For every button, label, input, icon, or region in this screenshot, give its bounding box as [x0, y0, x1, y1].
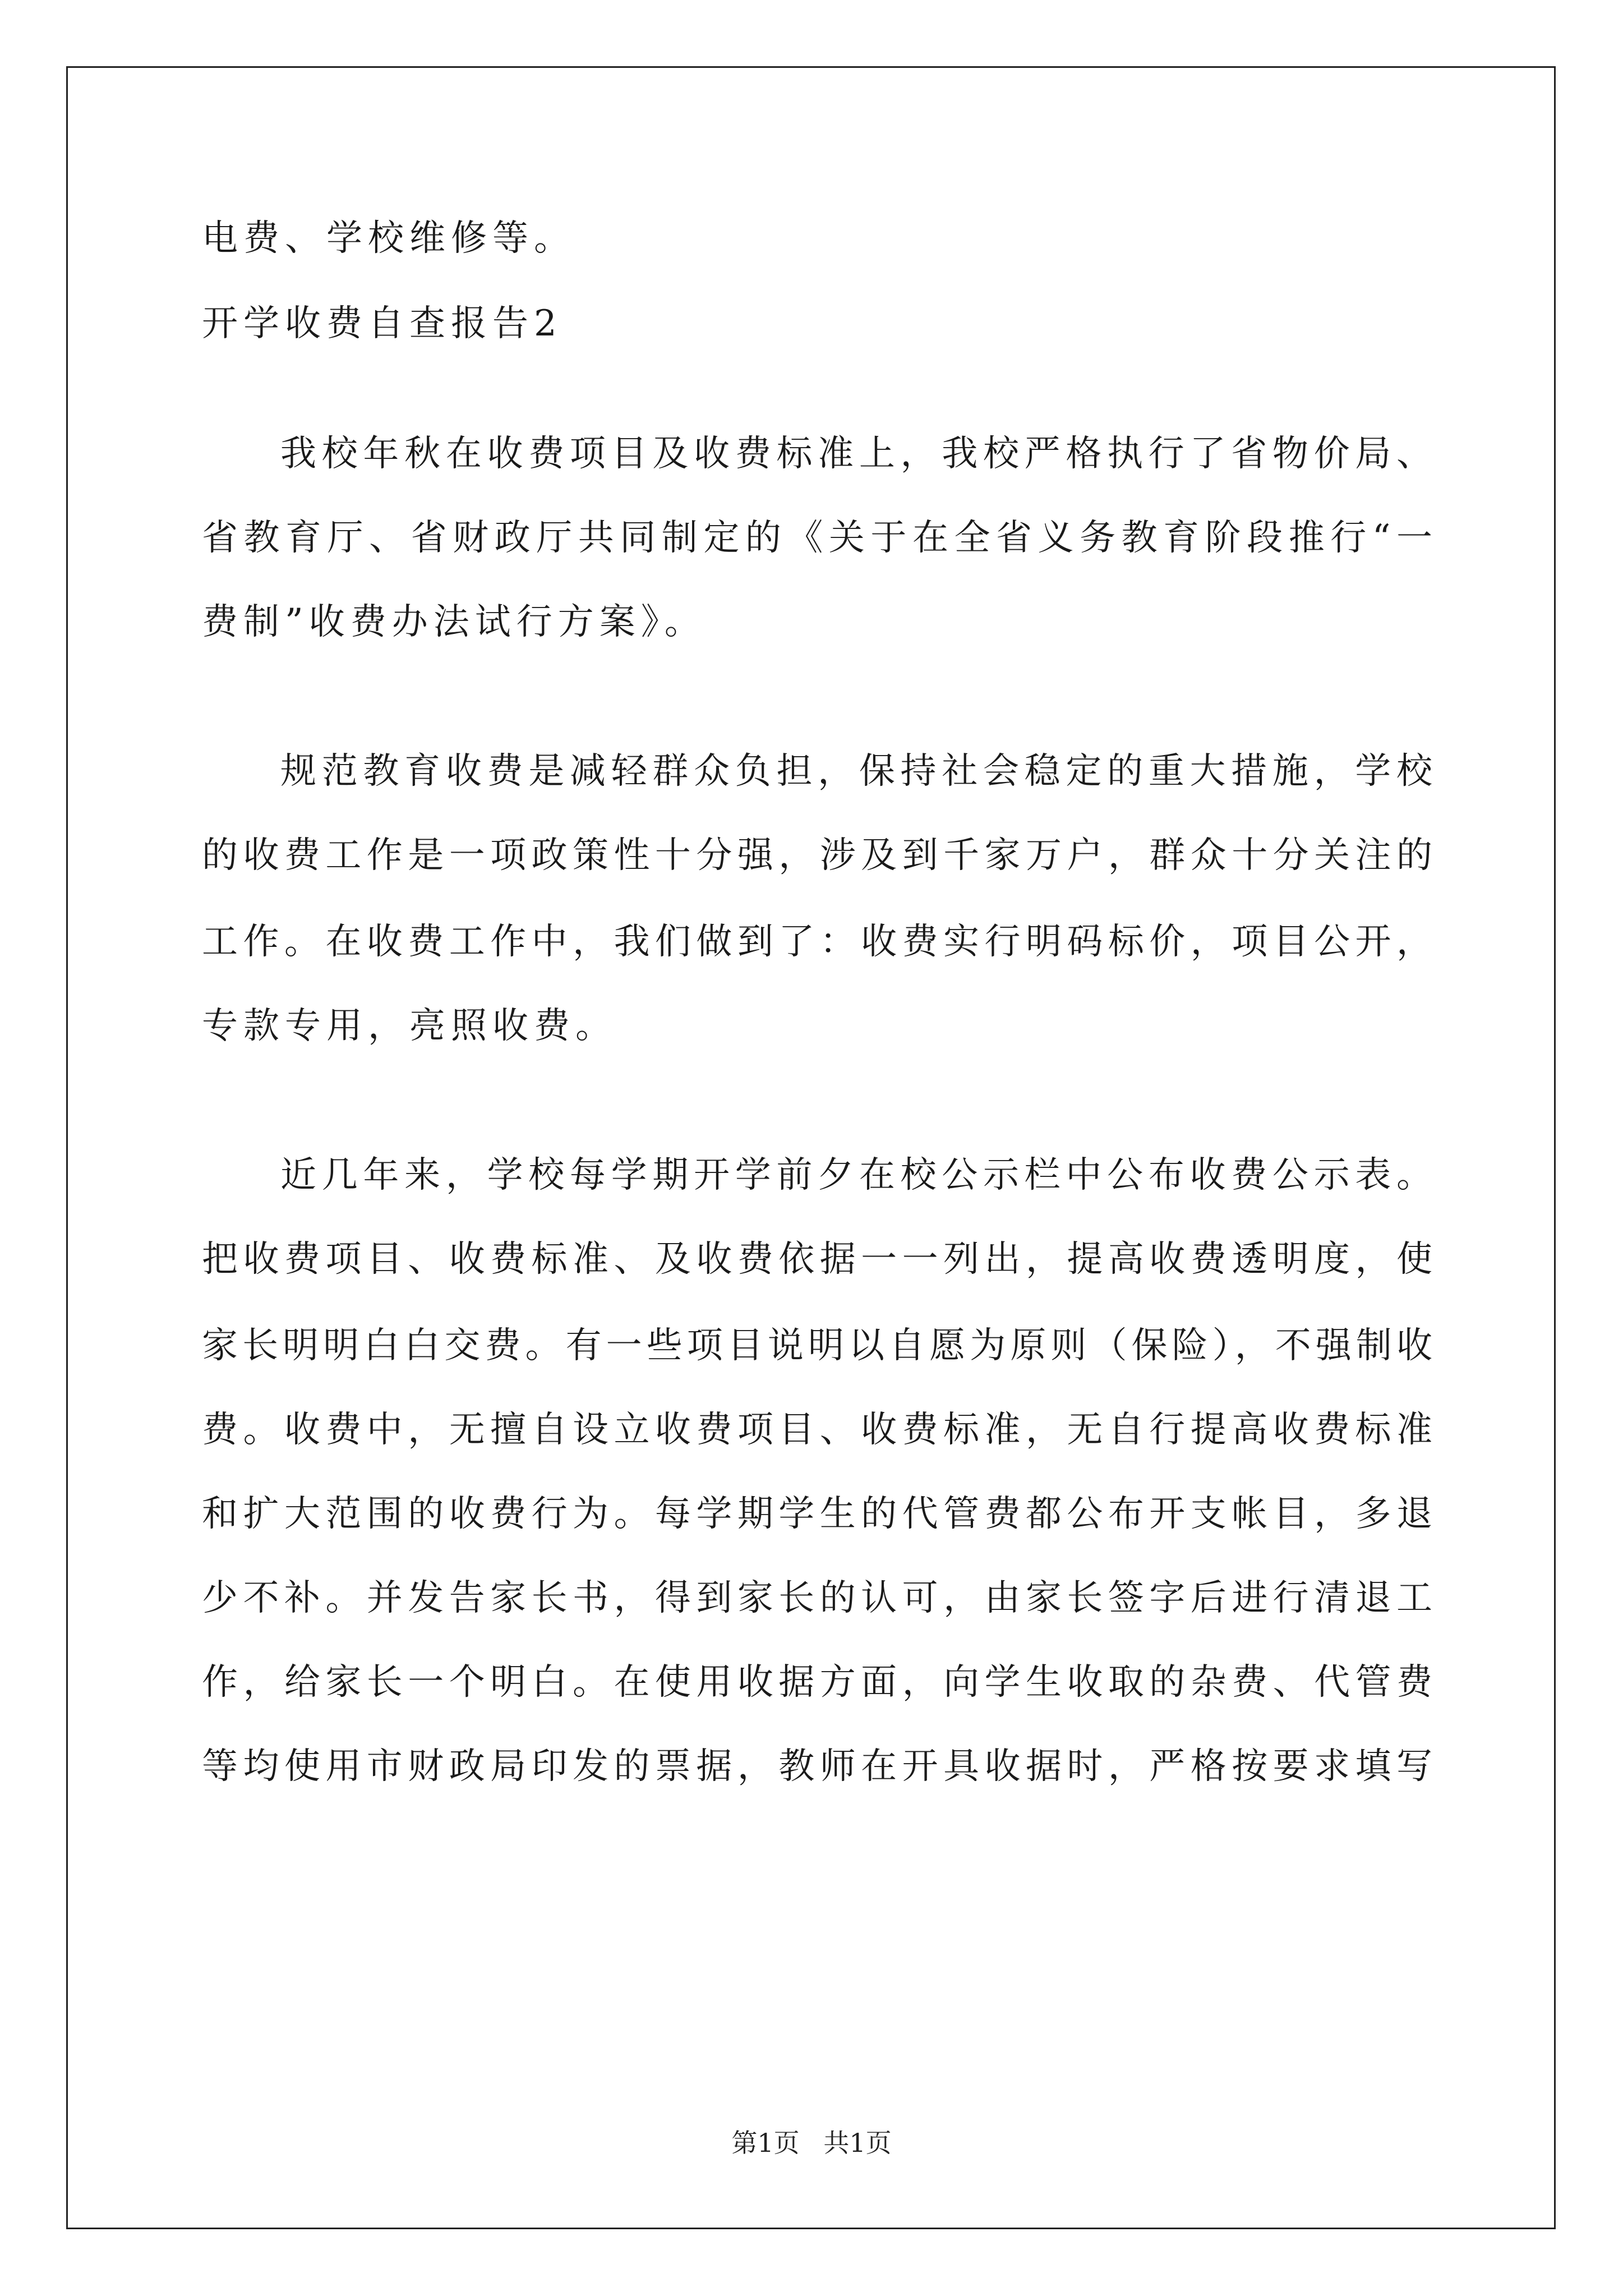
paragraph-line: 家长明明白白交费。有一些项目说明以自愿为原则（保险），不强制收: [202, 1325, 1436, 1366]
paragraph-line: 工作。在收费工作中，我们做到了：收费实行明码标价，项目公开，: [202, 921, 1436, 963]
paragraph-line: 省教育厅、省财政厅共同制定的《关于在全省义务教育阶段推行“一: [202, 517, 1436, 559]
text-line: 电费、学校维修等。: [202, 218, 575, 259]
paragraph-line: 规范教育收费是减轻群众负担，保持社会稳定的重大措施，学校: [280, 751, 1436, 792]
page-border: [66, 66, 1556, 2229]
page-footer: [0, 2126, 1623, 2160]
page-number: 第1页: [731, 2128, 800, 2158]
paragraph-line: 等均使用市财政局印发的票据，教师在开具收据时，严格按要求填写: [202, 1746, 1436, 1787]
paragraph-line: 作，给家长一个明白。在使用收据方面，向学生收取的杂费、代管费: [202, 1662, 1436, 1703]
page-total: 共1页: [823, 2128, 892, 2158]
section-heading: 开学收费自查报告2: [202, 303, 562, 344]
paragraph-line: 和扩大范围的收费行为。每学期学生的代管费都公布开支帐目，多退: [202, 1493, 1436, 1535]
paragraph-line: 少不补。并发告家长书，得到家长的认可，由家长签字后进行清退工: [202, 1577, 1436, 1619]
paragraph-line: 费。收费中，无擅自设立收费项目、收费标准，无自行提高收费标准: [202, 1409, 1436, 1451]
paragraph-line: 专款专用，亮照收费。: [202, 1005, 617, 1047]
paragraph-line: 近几年来，学校每学期开学前夕在校公示栏中公布收费公示表。: [280, 1154, 1436, 1196]
paragraph-line: 把收费项目、收费标准、及收费依据一一列出，提高收费透明度，使: [202, 1239, 1436, 1280]
paragraph-line: 我校年秋在收费项目及收费标准上，我校严格执行了省物价局、: [280, 433, 1436, 475]
paragraph-line: 的收费工作是一项政策性十分强，涉及到千家万户，群众十分关注的: [202, 835, 1436, 876]
paragraph-line: 费制”收费办法试行方案》。: [202, 601, 706, 643]
